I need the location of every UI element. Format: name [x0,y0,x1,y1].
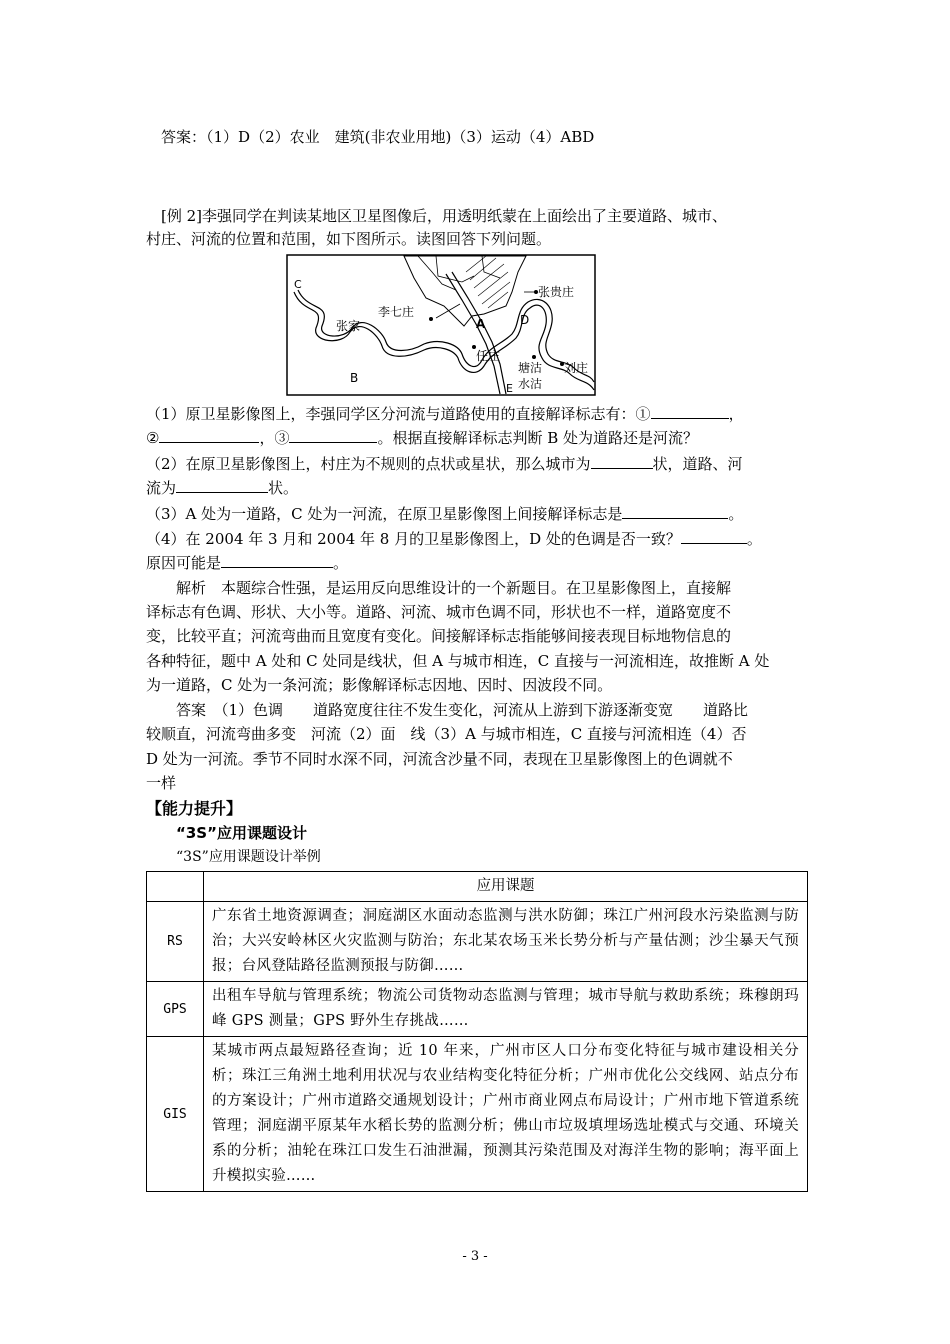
table-header-row [147,872,808,902]
question4-line2: 原因可能是 。 [146,551,348,574]
analysis-line: 变，比较平直；河流弯曲而且宽度有变化。间接解译标志指能够间接表现目标地物信息的 [146,627,732,645]
map-label-tanggu: 塘沽 [518,361,543,375]
map-label-a: A [476,317,486,331]
applications-table [146,871,808,1192]
satellite-sketch-map [286,254,596,396]
answer-line: 答案：（1）D（2）农业 建筑(非农业用地)（3）运动（4）ABD [161,128,595,146]
map-label-c: C [294,278,302,291]
table-cell-category: GPS [147,982,204,1037]
answer-blank-4 [591,452,653,469]
map-label-liqizhuang: 李七庄 [378,305,415,319]
table-cell-topics: 广东省土地资源调查；洞庭湖区水面动态监测与洪水防御；珠江广州河段水污染监测与防治；大兴安岭林区火灾监测与防治；东北某农场玉米长势分析与产量估测；沙尘暴天气预报；台风登陆路径监测预报与防御…… [204,902,808,982]
map-label-zhangjia: 张家 [336,319,361,333]
map-label-e: E [506,382,513,395]
map-label-zhangguizhuang: 张贵庄 [538,285,575,299]
analysis-line: 译标志有色调、形状、大小等。道路、河流、城市色调不同，形状也不一样，道路宽度不 [146,603,732,621]
table-header-cell: 应用课题 [204,872,808,902]
question4-line1: （4）在 2004 年 3 月和 2004 年 8 月的卫星影像图上，D 处的色调是否一致？ 。 [146,527,762,550]
analysis-line: 各种特征，题中 A 处和 C 处同是线状，但 A 与城市相连，C 直接与一河流相连，故推断 A 处 [146,652,770,670]
table-caption: “3S”应用课题设计举例 [176,849,321,865]
answer-blank-6 [622,502,728,519]
section-heading: 【能力提升】 [146,799,243,818]
question1-line1: （1）原卫星影像图上，李强同学区分河流与道路使用的直接解译标志有：① ， [146,402,744,425]
analysis-line: 解析 本题综合性强，是运用反向思维设计的一个新题目。在卫星影像图上，直接解 [176,579,732,597]
answer-blank-2 [159,426,259,443]
answer-blank-3 [289,426,377,443]
answer-blank-7 [681,527,747,544]
table-cell-topics: 出租车导航与管理系统；物流公司货物动态监测与管理；城市导航与救助系统；珠穆朗玛峰 GPS 测量；GPS 野外生存挑战…… [204,982,808,1037]
answer-explanation-line: 较顺直，河流弯曲多变 河流（2）面 线（3）A 与城市相连，C 直接与河流相连（4）否 [146,725,747,743]
answer-explanation-line: D 处为一河流。季节不同时水深不同，河流含沙量不同，表现在卫星影像图上的色调就不 [146,750,733,768]
answer-blank-5 [176,476,268,493]
table-row [147,982,808,1037]
map-label-liuzhuang: 刘庄 [564,361,589,375]
question2-line1: （2）在原卫星影像图上，村庄为不规则的点状或星状，那么城市为 状，道路、河 [146,452,743,475]
answer-blank-1 [651,402,729,419]
table-cell-category: RS [147,902,204,982]
page-number: - 3 - [462,1249,488,1264]
table-row [147,1037,808,1192]
map-label-shuigu: 水沽 [518,377,543,391]
question1-line2: ② ，③ 。根据直接解译标志判断 B 处为道路还是河流？ [146,426,698,449]
answer-explanation-line: 答案 （1）色调 道路宽度往往不发生变化，河流从上游到下游逐渐变宽 道路比 [176,701,749,719]
map-label-b: B [350,371,359,385]
answer-explanation-line: 一样 [146,774,177,792]
example2-intro-line2: 村庄、河流的位置和范围，如下图所示。读图回答下列问题。 [146,230,552,248]
table-header-cell [147,872,204,902]
table-row [147,902,808,982]
map-label-d: D [520,313,530,327]
table-cell-category: GIS [147,1037,204,1192]
map-label-renzhuang: 任庄 [476,349,501,363]
analysis-line: 为一道路，C 处为一条河流；影像解译标志因地、因时、因波段不同。 [146,676,613,694]
answer-blank-8 [221,551,333,568]
question2-line2: 流为 状。 [146,476,298,499]
question3-line: （3）A 处为一道路，C 处为一河流，在原卫星影像图上间接解译标志是 。 [146,502,743,525]
table-cell-topics: 某城市两点最短路径查询；近 10 年来，广州市区人口分布变化特征与城市建设相关分析；珠江三角洲土地利用状况与农业结构变化特征分析；广州市优化公交线网、站点分布的方案设计；广州市道路交通规划设计；广州市商业网点布局设计；广州市地下管道系统管理；洞庭湖平原某年水稻长势的监测分析；佛山市垃圾填埋场选址模式与交通、环境关系的分析；油轮在珠江口发生石油泄漏，预测其污染范围及对海洋生物的影响；海平面上升模拟实验…… [204,1037,808,1192]
example2-intro-line1: [例 2]李强同学在判读某地区卫星图像后，用透明纸蒙在上面绘出了主要道路、城市、 [161,207,728,225]
subheading: “3S”应用课题设计 [176,824,307,842]
